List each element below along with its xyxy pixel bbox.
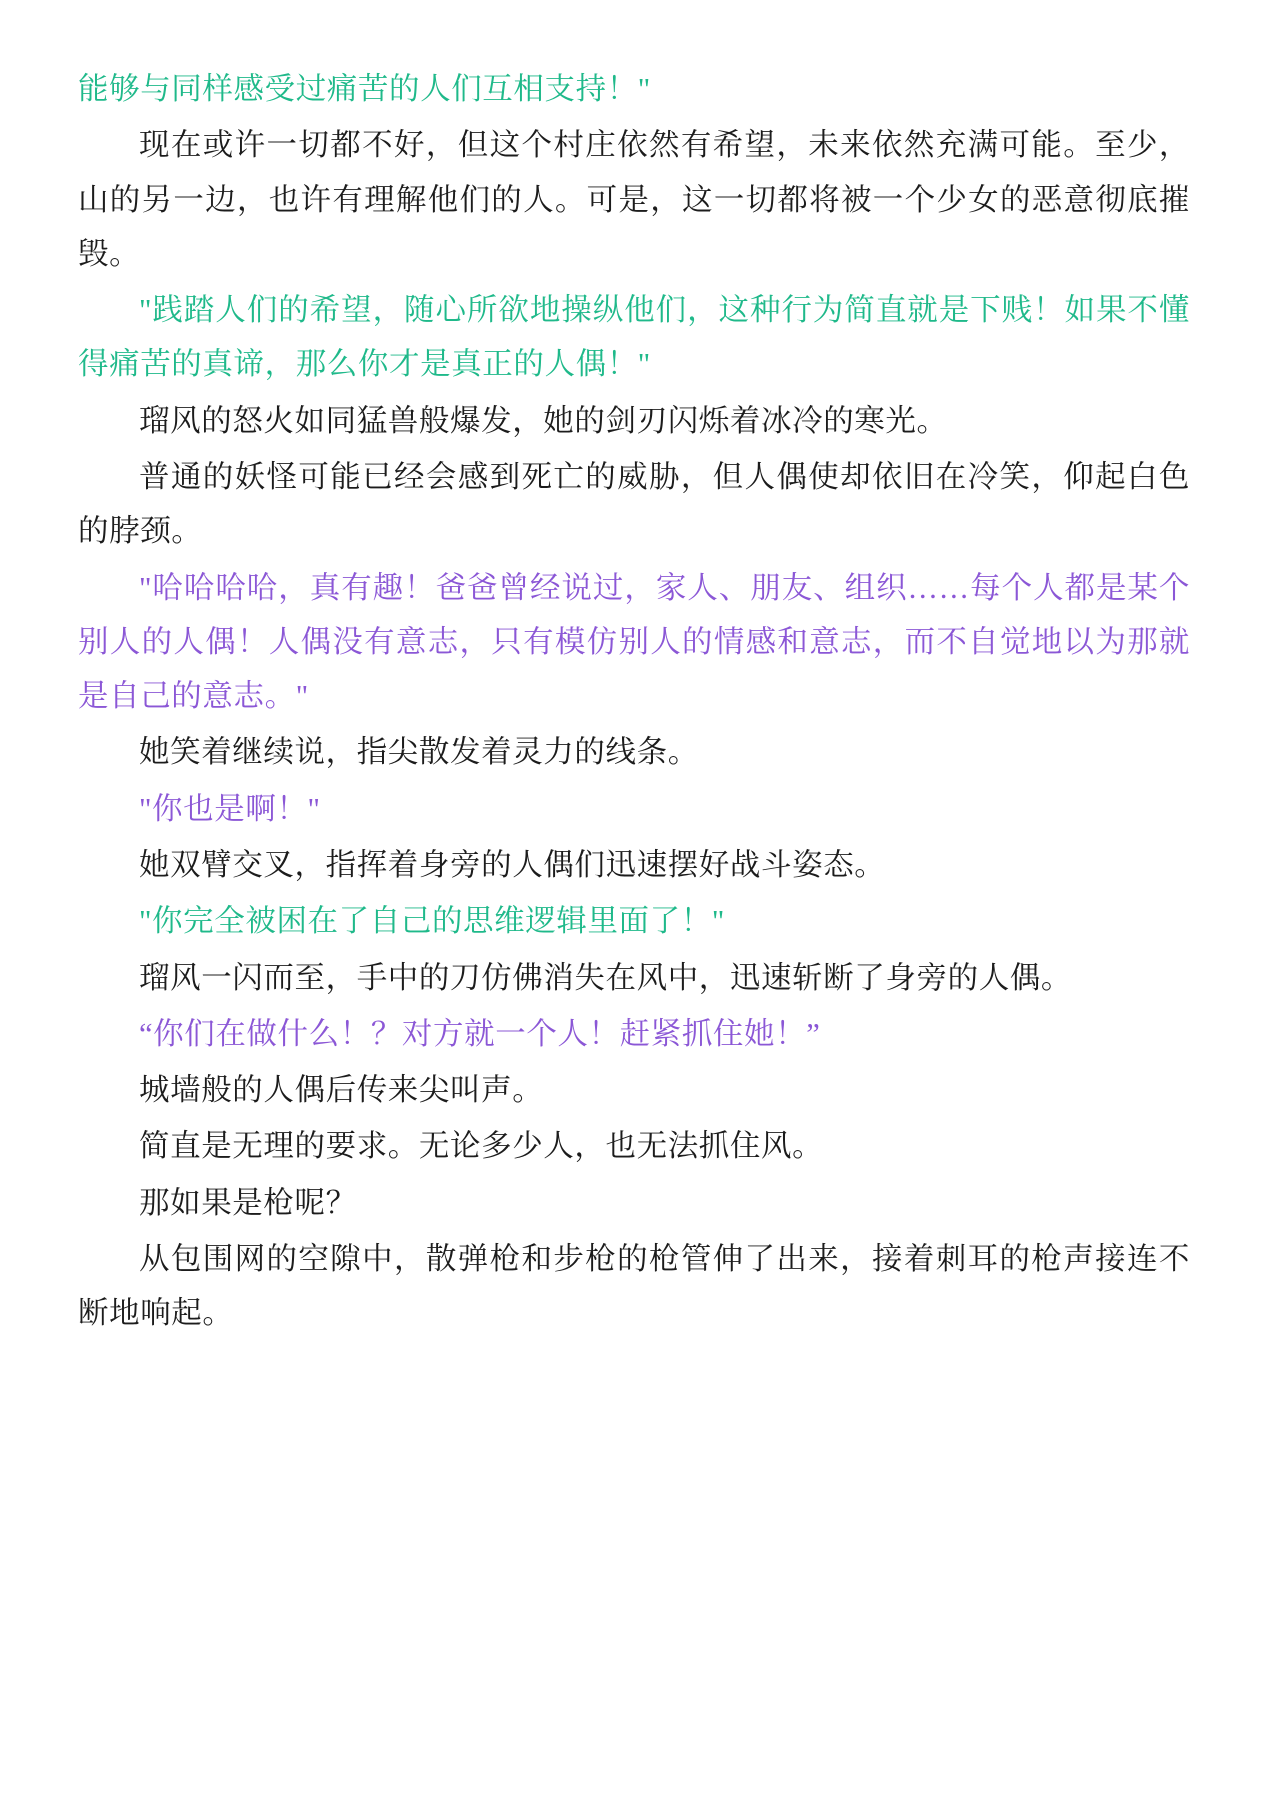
paragraph-8: "你也是啊！": [139, 791, 321, 826]
paragraph-15: 那如果是枪呢？: [139, 1185, 357, 1220]
paragraph-3: "践踏人们的希望，随心所欲地操纵他们，这种行为简直就是下贱！如果不懂得痛苦的真谛，那么你才是真正的人偶！": [78, 293, 1190, 382]
paragraph-2: 现在或许一切都不好，但这个村庄依然有希望，未来依然充满可能。至少，山的另一边，也许有理解他们的人。可是，这一切都将被一个少女的恶意彻底摧毁。: [78, 128, 1190, 271]
paragraph-5: 普通的妖怪可能已经会感到死亡的威胁，但人偶使却依旧在冷笑，仰起白色的脖颈。: [78, 459, 1190, 549]
paragraph-11: 瑠风一闪而至，手中的刀仿佛消失在风中，迅速斩断了身旁的人偶。: [139, 960, 1072, 995]
paragraph-4: 瑠风的怒火如同猛兽般爆发，她的剑刃闪烁着冰冷的寒光。: [139, 403, 948, 438]
paragraph-6: "哈哈哈哈，真有趣！爸爸曾经说过，家人、朋友、组织……每个人都是某个别人的人偶！人偶没有意志，只有模仿别人的情感和意志，而不自觉地以为那就是自己的意志。": [78, 570, 1190, 714]
paragraph-12: “你们在做什么！？对方就一个人！赶紧抓住她！”: [139, 1016, 821, 1051]
paragraph-10: "你完全被困在了自己的思维逻辑里面了！": [139, 904, 725, 939]
paragraph-13: 城墙般的人偶后传来尖叫声。: [139, 1073, 544, 1108]
paragraph-1: 能够与同样感受过痛苦的人们互相支持！": [78, 72, 651, 106]
paragraph-16: 从包围网的空隙中，散弹枪和步枪的枪管伸了出来，接着刺耳的枪声接连不断地响起。: [78, 1241, 1190, 1331]
paragraph-7: 她笑着继续说，指尖散发着灵力的线条。: [139, 735, 699, 770]
paragraph-9: 她双臂交叉，指挥着身旁的人偶们迅速摆好战斗姿态。: [139, 847, 886, 882]
paragraph-14: 简直是无理的要求。无论多少人，也无法抓住风。: [139, 1129, 824, 1164]
